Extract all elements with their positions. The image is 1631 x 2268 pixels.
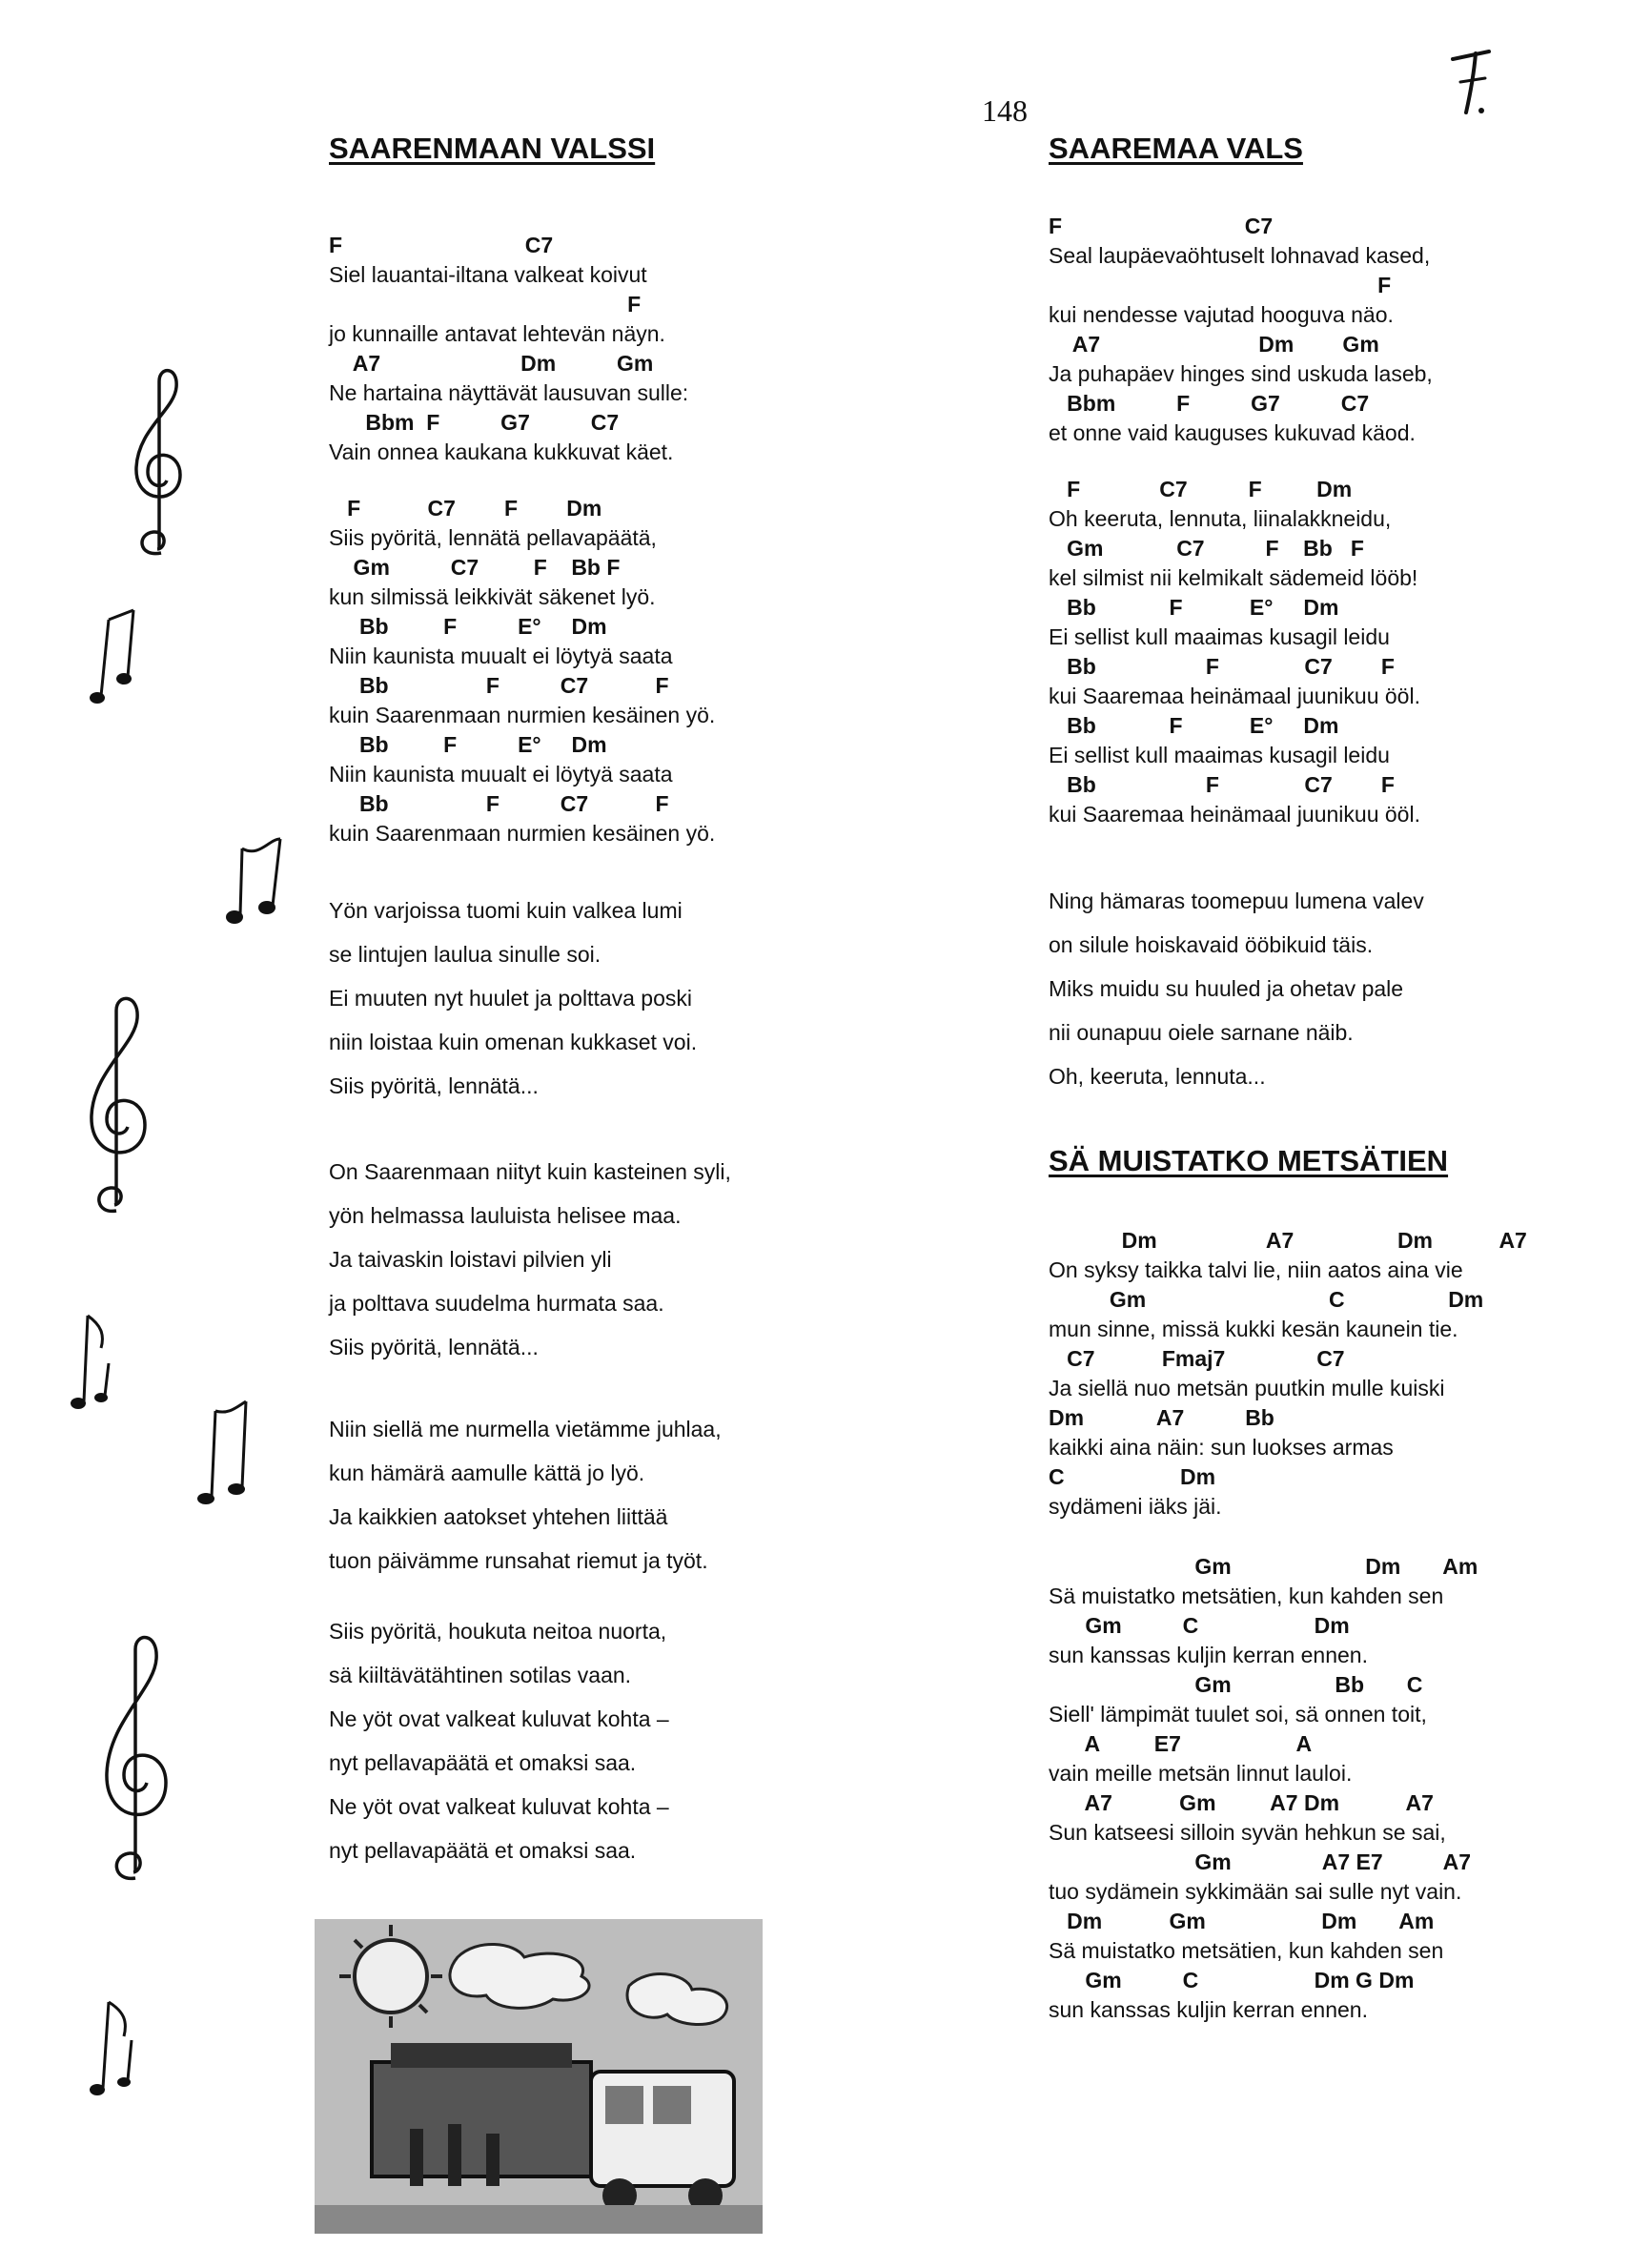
chorus bbox=[329, 494, 863, 848]
lyric-line: nyt pellavapäätä et omaksi saa. bbox=[329, 1838, 637, 1863]
chord-line: Dm A7 Dm A7 bbox=[1049, 1228, 1527, 1253]
lyric-line: nyt pellavapäätä et omaksi saa. bbox=[329, 1750, 637, 1775]
chord-line: C7 Fmaj7 C7 bbox=[1049, 1346, 1345, 1371]
lyric-line: Niin kaunista muualt ei löytyä saata bbox=[329, 644, 673, 668]
chord-line: Gm C Dm bbox=[1049, 1287, 1484, 1312]
chord-line: Bb F C7 F bbox=[1049, 654, 1395, 679]
chord-line: A7 Dm Gm bbox=[1049, 332, 1379, 357]
chord-line: F bbox=[329, 292, 642, 317]
chord-line: F C7 F Dm bbox=[329, 496, 602, 521]
chord-line: A7 Gm A7 Dm A7 bbox=[1049, 1790, 1434, 1815]
song-title-saarenmaan-valssi: SAARENMAAN VALSSI bbox=[329, 132, 656, 165]
lyric-line: kel silmist nii kelmikalt sädemeid lööb! bbox=[1049, 565, 1418, 590]
chord-line: Bb F C7 F bbox=[329, 673, 669, 698]
lyric-line: Siell' lämpimät tuulet soi, sä onnen toit, bbox=[1049, 1702, 1427, 1727]
music-notes-icon bbox=[86, 1983, 153, 2107]
lyric-line: mun sinne, missä kukki kesän kaunein tie. bbox=[1049, 1317, 1458, 1341]
verse-4 bbox=[329, 1407, 863, 1583]
lyric-line: kui Saaremaa heinämaal juunikuu ööl. bbox=[1049, 802, 1420, 827]
lyric-line: on silule hoiskavaid ööbikuid täis. bbox=[1049, 932, 1374, 957]
chord-line: A E7 A bbox=[1049, 1731, 1313, 1756]
lyric-line: sydämeni iäks jäi. bbox=[1049, 1494, 1222, 1519]
lyric-line: Sä muistatko metsätien, kun kahden sen bbox=[1049, 1584, 1444, 1608]
verse-2 bbox=[329, 889, 863, 1108]
chord-line: Gm C7 F Bb F bbox=[1049, 536, 1364, 561]
treble-clef-icon bbox=[95, 1630, 181, 1888]
song-title-sa-muistatko-metsatien: SÄ MUISTATKO METSÄTIEN bbox=[1049, 1144, 1449, 1177]
chorus bbox=[1049, 475, 1582, 829]
chord-line: Bbm F G7 C7 bbox=[1049, 391, 1370, 416]
lyric-line: Sun katseesi silloin syvän hehkun se sai, bbox=[1049, 1820, 1446, 1845]
chord-line: F C7 bbox=[329, 233, 554, 257]
lyric-line: Siis pyöritä, lennätä... bbox=[329, 1335, 539, 1359]
chord-line: F C7 bbox=[1049, 214, 1274, 238]
lyric-line: kaikki aina näin: sun luokses armas bbox=[1049, 1435, 1394, 1460]
chord-line: Bb F C7 F bbox=[329, 791, 669, 816]
lyric-line: se lintujen laulua sinulle soi. bbox=[329, 942, 601, 967]
page-number: 148 bbox=[982, 93, 1028, 128]
chord-line: A7 Dm Gm bbox=[329, 351, 654, 376]
lyric-line: sä kiiltävätähtinen sotilas vaan. bbox=[329, 1663, 632, 1687]
chord-line: Dm Gm Dm Am bbox=[1049, 1909, 1435, 1933]
lyric-line: Ne yöt ovat valkeat kuluvat kohta – bbox=[329, 1706, 669, 1731]
lyric-line: nii ounapuu oiele sarnane näib. bbox=[1049, 1020, 1354, 1045]
illustration-photo bbox=[315, 1919, 763, 2234]
lyric-line: Ja siellä nuo metsän puutkin mulle kuiski bbox=[1049, 1376, 1445, 1400]
lyric-line: tuon päivämme runsahat riemut ja työt. bbox=[329, 1548, 708, 1573]
chord-line: C Dm bbox=[1049, 1464, 1216, 1489]
lyric-line: Vain onnea kaukana kukkuvat käet. bbox=[329, 439, 674, 464]
lyric-line: kun hämärä aamulle kättä jo lyö. bbox=[329, 1461, 645, 1485]
verse-1 bbox=[1049, 212, 1582, 448]
chord-line: Bb F E° Dm bbox=[329, 732, 607, 757]
lyric-line: Oh, keeruta, lennuta... bbox=[1049, 1064, 1266, 1089]
lyric-line: ja polttava suudelma hurmata saa. bbox=[329, 1291, 664, 1316]
chord-line: Bb F E° Dm bbox=[1049, 595, 1339, 620]
lyric-line: Ne hartaina näyttävät lausuvan sulle: bbox=[329, 380, 689, 405]
music-notes-icon bbox=[67, 1306, 124, 1420]
lyric-line: Niin siellä me nurmella vietämme juhlaa, bbox=[329, 1417, 722, 1441]
lyric-line: Seal laupäevaöhtuselt lohnavad kased, bbox=[1049, 243, 1431, 268]
verse-5 bbox=[329, 1609, 863, 1872]
lyric-line: kun silmissä leikkivät säkenet lyö. bbox=[329, 584, 656, 609]
lyric-line: Ne yöt ovat valkeat kuluvat kohta – bbox=[329, 1794, 669, 1819]
handwritten-page-mark bbox=[1447, 38, 1504, 124]
lyric-line: yön helmassa lauluista helisee maa. bbox=[329, 1203, 682, 1228]
lyric-line: On Saarenmaan niityt kuin kasteinen syli, bbox=[329, 1159, 731, 1184]
music-notes-icon bbox=[191, 1392, 267, 1516]
verse-3 bbox=[329, 1150, 863, 1369]
lyric-line: Siis pyöritä, lennätä pellavapäätä, bbox=[329, 525, 657, 550]
treble-clef-icon bbox=[78, 991, 164, 1220]
chord-line: F bbox=[1049, 273, 1392, 297]
lyric-line: Ja puhapäev hinges sind uskuda laseb, bbox=[1049, 361, 1433, 386]
song2-verse bbox=[1049, 1226, 1582, 1522]
lyric-line: kuin Saarenmaan nurmien kesäinen yö. bbox=[329, 703, 716, 727]
chord-line: Bb F E° Dm bbox=[329, 614, 607, 639]
lyric-line: kui nendesse vajutad hooguva näo. bbox=[1049, 302, 1394, 327]
lyric-line: Ei sellist kull maaimas kusagil leidu bbox=[1049, 743, 1390, 767]
lyric-line: Oh keeruta, lennuta, liinalakkneidu, bbox=[1049, 506, 1392, 531]
verse-1 bbox=[329, 231, 863, 467]
chord-line: Bb F E° Dm bbox=[1049, 713, 1339, 738]
lyric-line: Ei sellist kull maaimas kusagil leidu bbox=[1049, 624, 1390, 649]
lyric-line: Ning hämaras toomepuu lumena valev bbox=[1049, 889, 1424, 913]
lyric-line: tuo sydämein sykkimään sai sulle nyt vain. bbox=[1049, 1879, 1462, 1904]
lyric-line: Yön varjoissa tuomi kuin valkea lumi bbox=[329, 898, 683, 923]
vintage-scene-illustration bbox=[315, 1919, 763, 2234]
lyric-line: Ja kaikkien aatokset yhtehen liittää bbox=[329, 1504, 668, 1529]
lyric-line: Siel lauantai-iltana valkeat koivut bbox=[329, 262, 647, 287]
chord-line: Bbm F G7 C7 bbox=[329, 410, 620, 435]
lyric-line: On syksy taikka talvi lie, niin aatos aina vie bbox=[1049, 1257, 1463, 1282]
lyric-line: kuin Saarenmaan nurmien kesäinen yö. bbox=[329, 821, 716, 846]
music-notes-icon bbox=[221, 829, 307, 934]
chord-line: Gm Dm Am bbox=[1049, 1554, 1478, 1579]
lyric-line: et onne vaid kauguses kukuvad käod. bbox=[1049, 420, 1416, 445]
lyric-line: sun kanssas kuljin kerran ennen. bbox=[1049, 1997, 1368, 2022]
chord-line: Bb F C7 F bbox=[1049, 772, 1395, 797]
lyric-line: kui Saaremaa heinämaal juunikuu ööl. bbox=[1049, 684, 1420, 708]
lyric-line: sun kanssas kuljin kerran ennen. bbox=[1049, 1643, 1368, 1667]
chord-line: Gm C7 F Bb F bbox=[329, 555, 621, 580]
song-title-saaremaa-vals: SAAREMAA VALS bbox=[1049, 132, 1303, 165]
music-notes-icon bbox=[86, 601, 153, 715]
lyric-line: Niin kaunista muualt ei löytyä saata bbox=[329, 762, 673, 787]
chord-line: Dm A7 Bb bbox=[1049, 1405, 1274, 1430]
treble-clef-icon bbox=[119, 362, 195, 562]
song2-chorus bbox=[1049, 1552, 1582, 2025]
lyric-line: Siis pyöritä, lennätä... bbox=[329, 1073, 539, 1098]
lyric-line: Sä muistatko metsätien, kun kahden sen bbox=[1049, 1938, 1444, 1963]
chord-line: Gm Bb C bbox=[1049, 1672, 1423, 1697]
left-column bbox=[329, 132, 863, 1872]
chord-line: Gm C Dm bbox=[1049, 1613, 1350, 1638]
lyric-line: Siis pyöritä, houkuta neitoa nuorta, bbox=[329, 1619, 667, 1644]
verse-2 bbox=[1049, 879, 1582, 1098]
lyric-line: jo kunnaille antavat lehtevän näyn. bbox=[329, 321, 665, 346]
lyric-line: Miks muidu su huuled ja ohetav pale bbox=[1049, 976, 1404, 1001]
chord-line: F C7 F Dm bbox=[1049, 477, 1353, 501]
chord-line: Gm A7 E7 A7 bbox=[1049, 1849, 1472, 1874]
lyric-line: Ei muuten nyt huulet ja polttava poski bbox=[329, 986, 693, 1011]
lyric-line: Ja taivaskin loistavi pilvien yli bbox=[329, 1247, 612, 1272]
lyric-line: vain meille metsän linnut lauloi. bbox=[1049, 1761, 1353, 1786]
lyric-line: niin loistaa kuin omenan kukkaset voi. bbox=[329, 1030, 698, 1054]
right-column bbox=[1049, 132, 1582, 2025]
chord-line: Gm C Dm G Dm bbox=[1049, 1968, 1415, 1992]
